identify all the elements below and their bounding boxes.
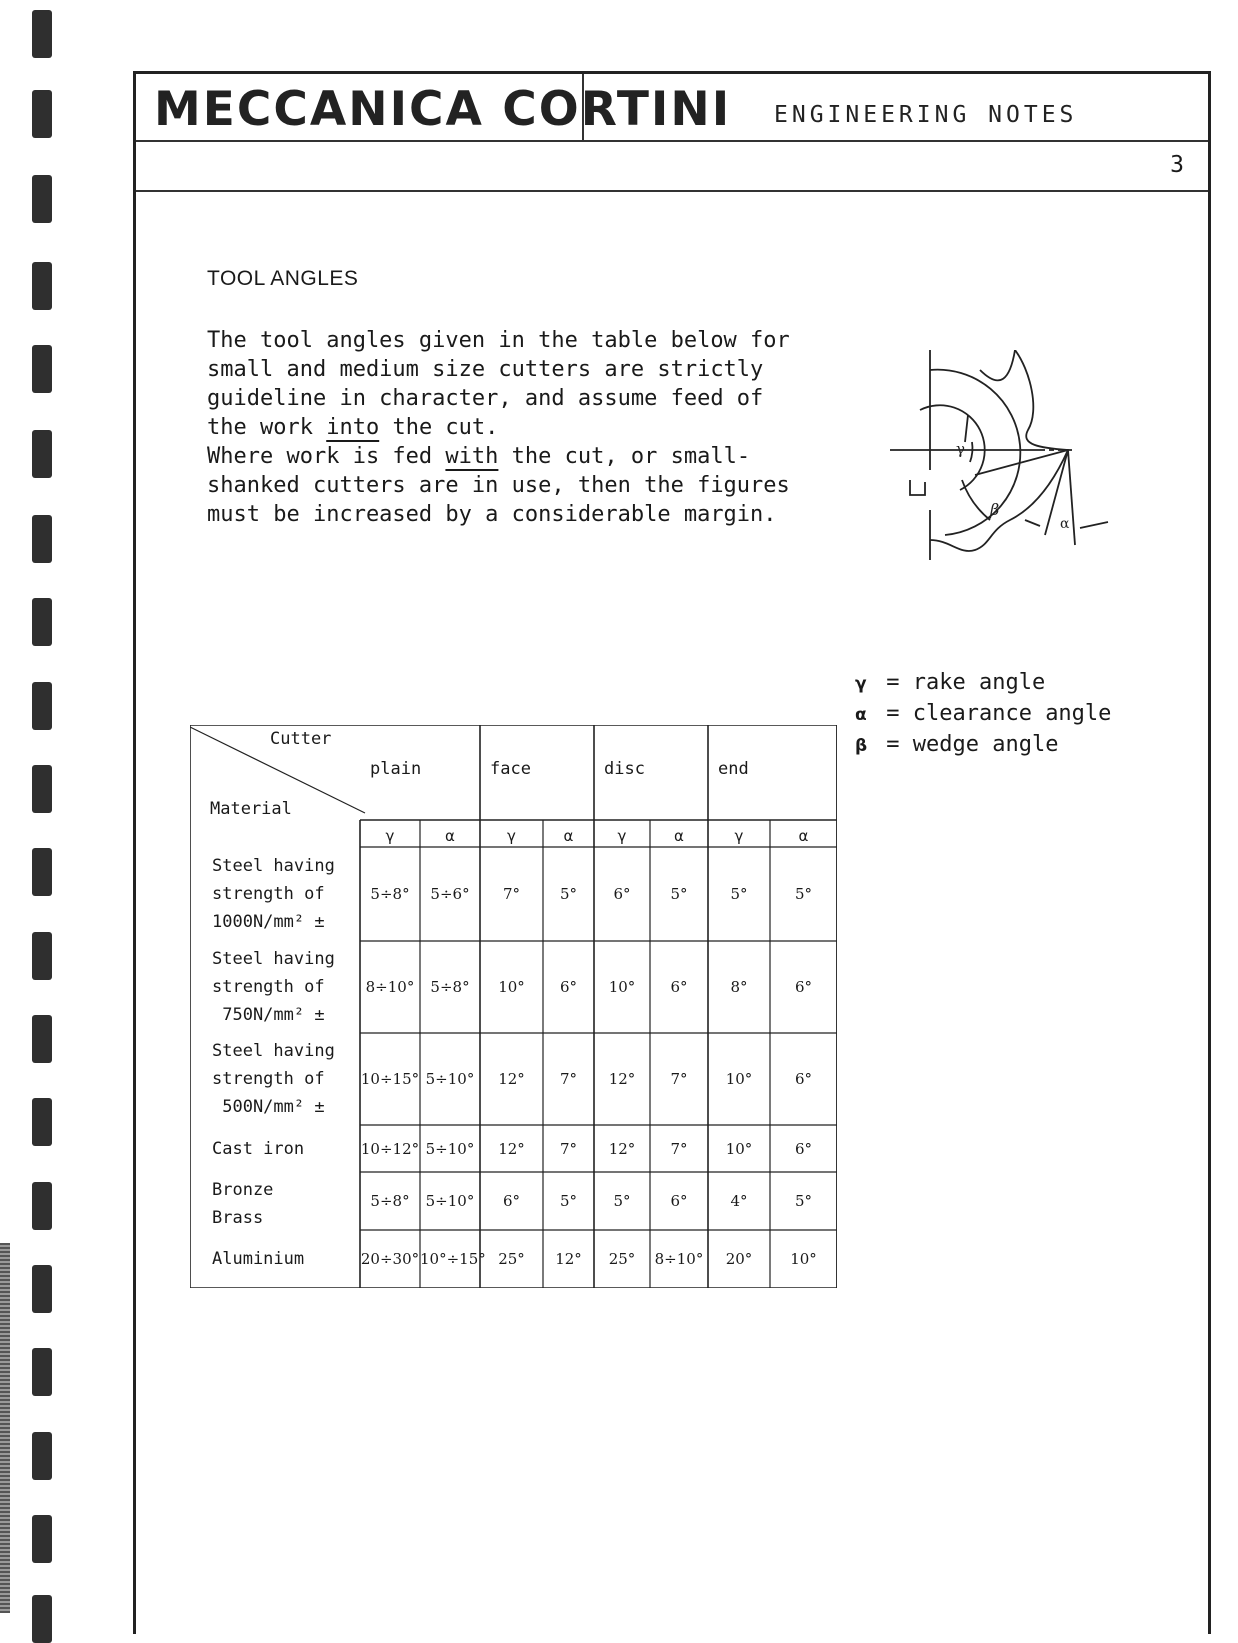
binding-hole <box>32 682 52 730</box>
table-cell-value: 10÷12° <box>360 1139 420 1158</box>
material-label <box>212 1176 273 1232</box>
binding-hole <box>32 430 52 478</box>
table-cell-value: 10° <box>790 1250 817 1268</box>
material-line: 1000N/mm² ± <box>212 912 325 932</box>
intro-underline: with <box>445 444 499 469</box>
legend-item <box>855 730 1111 761</box>
intro-line: The tool angles given in the table below for <box>207 328 790 353</box>
logo-cell <box>136 74 732 140</box>
material-line: Brass <box>212 1208 264 1228</box>
material-line: Steel having <box>212 949 335 969</box>
table-cell-value: 6° <box>502 1192 521 1210</box>
binding-hole <box>32 1182 52 1230</box>
cutter-header-plain: plain <box>370 759 422 779</box>
material-line: Aluminium <box>212 1249 305 1269</box>
binding-hole <box>32 90 52 138</box>
legend-symbol: α <box>855 705 867 725</box>
table-cell-value: 7° <box>670 1070 688 1088</box>
material-label <box>212 945 335 1029</box>
table-cell-value: 7° <box>670 1139 688 1158</box>
table-cell-value: 6° <box>794 1139 813 1158</box>
angle-subheader: γ <box>507 827 516 845</box>
table-cell-value: 5° <box>559 885 578 903</box>
angle-subheader: γ <box>617 827 627 845</box>
binding-hole <box>32 515 52 563</box>
intro-underline: into <box>326 415 380 440</box>
intro-line: guideline in character, and assume feed of <box>207 386 764 411</box>
table-cell-value: 25° <box>498 1250 525 1268</box>
binding-hole <box>32 932 52 980</box>
binding-hole <box>32 1265 52 1313</box>
table-cell-value: 5÷6° <box>430 885 470 903</box>
table-cell-value: 12° <box>608 1070 636 1088</box>
cutter-header-face: face <box>490 759 531 779</box>
table-cell-value: 4° <box>730 1192 748 1210</box>
table-cell-value: 20÷30° <box>360 1250 420 1268</box>
binding-hole <box>32 1098 52 1146</box>
table-cell-value: 12° <box>498 1139 525 1158</box>
angle-subheader: α <box>798 827 809 845</box>
intro-line: the cut. <box>379 415 499 440</box>
diagram-beta-label: β <box>990 500 1000 519</box>
table-cell-value: 5÷10° <box>425 1192 475 1210</box>
table-cell-value: 8÷10° <box>365 978 415 996</box>
binding-hole <box>32 598 52 646</box>
section-title: TOOL ANGLES <box>207 267 359 290</box>
table-cell-value: 8÷10° <box>654 1250 704 1268</box>
table-cell-value: 12° <box>555 1250 582 1268</box>
binding-hole <box>32 765 52 813</box>
material-label <box>212 852 335 936</box>
intro-line: the cut, or small- <box>498 444 751 469</box>
material-line: strength of <box>212 977 325 997</box>
binding-hole <box>32 1015 52 1063</box>
legend-symbol: β <box>855 736 868 756</box>
table-cell-value: 12° <box>608 1139 636 1158</box>
company-logo: MECCANICA CORTINI <box>154 82 732 137</box>
corner-cutter-label: Cutter <box>270 729 332 749</box>
material-line: Bronze <box>212 1180 274 1200</box>
table-cell-value: 12° <box>498 1070 525 1088</box>
binding-edge <box>0 1243 10 1613</box>
table-cell-value: 10÷15° <box>360 1070 420 1088</box>
diagram-gamma-label: γ <box>956 440 965 458</box>
intro-line: Where work is fed <box>207 444 446 469</box>
binding-hole <box>32 175 52 223</box>
binding-hole <box>32 1595 52 1643</box>
table-cell-value: 6° <box>794 1070 813 1088</box>
angle-subheader: α <box>445 827 455 845</box>
legend-symbol: γ <box>855 674 867 694</box>
table-cell-value: 5÷8° <box>370 885 410 903</box>
angle-subheader: γ <box>385 827 395 845</box>
table-cell-value: 7° <box>559 1139 578 1158</box>
intro-line: small and medium size cutters are strictly <box>207 357 764 382</box>
material-label <box>212 1037 335 1121</box>
table-cell-value: 7° <box>559 1070 578 1088</box>
table-cell-value: 5° <box>730 885 748 903</box>
intro-paragraph <box>207 326 790 529</box>
material-line: strength of <box>212 884 325 904</box>
table-cell-value: 20° <box>725 1250 753 1268</box>
spiral-binding <box>0 0 70 1613</box>
table-cell-value: 5÷10° <box>425 1139 475 1158</box>
header-title: ENGINEERING NOTES <box>774 102 1078 128</box>
table-cell-value: 5÷8° <box>370 1192 410 1210</box>
cutter-header-end: end <box>718 759 749 779</box>
binding-hole <box>32 262 52 310</box>
corner-material-label: Material <box>210 799 292 819</box>
material-line: 750N/mm² ± <box>212 1005 325 1025</box>
material-line: Steel having <box>212 856 335 876</box>
binding-hole <box>32 1348 52 1396</box>
material-line: Cast iron <box>212 1138 305 1159</box>
page-number-row <box>136 140 1208 192</box>
angle-subheader: α <box>563 827 574 845</box>
material-line: 500N/mm² ± <box>212 1097 325 1117</box>
legend-text: = wedge angle <box>886 732 1059 757</box>
table-cell-value: 10° <box>498 978 525 996</box>
table-cell-value: 5÷10° <box>425 1070 475 1088</box>
angle-legend <box>855 668 1111 761</box>
tool-angles-table <box>190 725 837 1288</box>
angle-subheader: γ <box>734 827 744 845</box>
table-cell-value: 5° <box>613 1192 631 1210</box>
material-line: strength of <box>212 1069 325 1089</box>
cutter-header-disc: disc <box>604 759 645 779</box>
table-cell-value: 10° <box>725 1139 753 1158</box>
table-cell-value: 8° <box>730 978 748 996</box>
binding-hole <box>32 345 52 393</box>
table-cell-value: 10°÷15° <box>420 1250 486 1268</box>
legend-item <box>855 699 1111 730</box>
legend-text: = clearance angle <box>886 701 1112 726</box>
table-cell-value: 10° <box>725 1070 753 1088</box>
table-cell-value: 10° <box>608 978 636 996</box>
intro-line: must be increased by a considerable margin. <box>207 502 777 527</box>
material-label <box>212 1245 304 1273</box>
binding-hole <box>32 848 52 896</box>
intro-line: shanked cutters are in use, then the figures <box>207 473 790 498</box>
angle-subheader: α <box>674 827 684 845</box>
binding-hole <box>32 10 52 58</box>
legend-item <box>855 668 1111 699</box>
table-cell-value: 6° <box>670 1192 688 1210</box>
intro-line: the work <box>207 415 327 440</box>
table-cell-value: 7° <box>502 885 521 903</box>
page-number: 3 <box>1170 152 1184 178</box>
binding-hole <box>32 1515 52 1563</box>
table-cell-value: 5° <box>794 885 813 903</box>
table-cell-value: 6° <box>794 978 813 996</box>
table-cell-value: 6° <box>670 978 688 996</box>
table-cell-value: 5° <box>794 1192 813 1210</box>
table-cell-value: 25° <box>608 1250 636 1268</box>
material-line: Steel having <box>212 1041 335 1061</box>
table-cell-value: 5° <box>559 1192 578 1210</box>
header <box>136 74 1208 142</box>
cutter-angle-diagram <box>890 350 1125 575</box>
table-cell-value: 5° <box>670 885 688 903</box>
binding-hole <box>32 1432 52 1480</box>
table-cell-value: 6° <box>613 885 631 903</box>
legend-text: = rake angle <box>886 670 1046 695</box>
table-cell-value: 6° <box>559 978 578 996</box>
material-label <box>212 1135 304 1163</box>
table-cell-value: 5÷8° <box>430 978 470 996</box>
diagram-alpha-label: α <box>1060 516 1070 532</box>
